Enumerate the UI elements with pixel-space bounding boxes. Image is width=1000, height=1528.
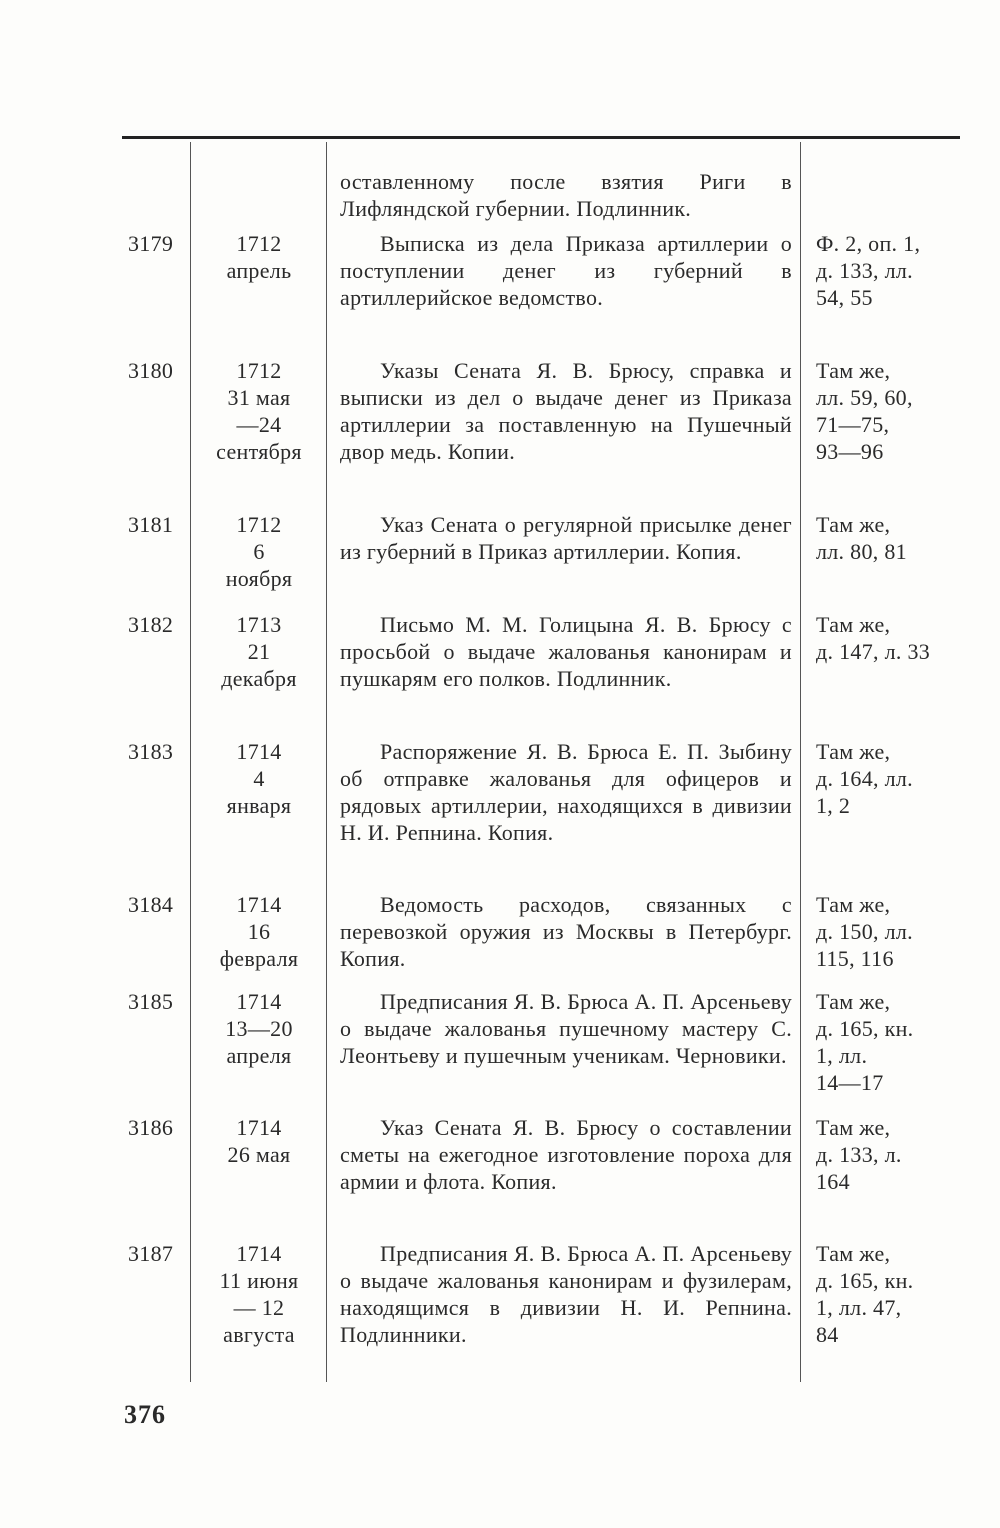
page-number: 376 <box>124 1400 166 1429</box>
entry-number: 3182 <box>128 612 174 637</box>
description-cell: Ведомость расходов, связанных с перевозкой оружия из Москвы в Петербург. Копия. <box>340 892 792 971</box>
reference-cell: Ф. 2, оп. 1, д. 133, лл. 54, 55 <box>816 231 921 310</box>
description-cell: Указ Сената о регулярной присылке денег из губерний в Приказ артиллерии. Копия. <box>340 512 792 564</box>
entry-number: 3179 <box>128 231 174 256</box>
date-cell: 1714 4 января <box>226 739 292 818</box>
entry-number: 3180 <box>128 358 174 383</box>
reference-cell: Там же, д. 164, лл. 1, 2 <box>816 739 913 818</box>
reference-cell: Там же, д. 165, кн. 1, лл. 47, 84 <box>816 1241 914 1347</box>
description-cell: Предписания Я. В. Брюса А. П. Арсеньеву о выдаче жалованья пушечному мастеру С. Леонтьеву и пушечным ученикам. Черновики. <box>340 989 792 1068</box>
entry-number: 3186 <box>128 1115 174 1140</box>
top-rule <box>122 136 960 139</box>
entry-number: 3187 <box>128 1241 174 1266</box>
date-cell: 1712 апрель <box>226 231 292 283</box>
date-cell: 1714 11 июня — 12 августа <box>219 1241 299 1347</box>
description-cell: Письмо М. М. Голицына Я. В. Брюсу с просьбой о выдаче жалованья канонирам и пушкарям его полков. Подлинник. <box>340 612 792 691</box>
column-divider <box>326 142 327 1382</box>
column-divider <box>800 142 801 1382</box>
reference-cell: Там же, д. 165, кн. 1, лл. 14—17 <box>816 989 914 1095</box>
column-divider <box>190 142 191 1382</box>
date-cell: 1714 13—20 апреля <box>225 989 293 1068</box>
description-cell: оставленному после взятия Риги в Лифляндской губернии. Подлинник. <box>340 169 792 221</box>
date-cell: 1712 31 мая —24 сентября <box>216 358 302 464</box>
description-cell: Указы Сената Я. В. Брюсу, справка и выписки из дел о выдаче денег из Приказа артиллерии за поставленную на Пушечный двор медь. Копии. <box>340 358 792 464</box>
entry-number: 3184 <box>128 892 174 917</box>
date-cell: 1714 16 февраля <box>219 892 299 971</box>
description-cell: Указ Сената Я. В. Брюсу о составлении сметы на ежегодное изготовление пороха для армии и флота. Копия. <box>340 1115 792 1194</box>
date-cell: 1714 26 мая <box>227 1115 291 1167</box>
reference-cell: Там же, д. 147, л. 33 <box>816 612 931 664</box>
reference-cell: Там же, лл. 59, 60, 71—75, 93—96 <box>816 358 913 464</box>
reference-cell: Там же, д. 133, л. 164 <box>816 1115 902 1194</box>
date-cell: 1713 21 декабря <box>221 612 297 691</box>
entry-number: 3185 <box>128 989 174 1014</box>
entry-number: 3181 <box>128 512 174 537</box>
reference-cell: Там же, лл. 80, 81 <box>816 512 907 564</box>
entry-number: 3183 <box>128 739 174 764</box>
description-cell: Предписания Я. В. Брюса А. П. Арсеньеву о выдаче жалованья канонирам и фузилерам, находящимся в дивизии Н. И. Репнина. Подлинники. <box>340 1241 792 1347</box>
description-cell: Выписка из дела Приказа артиллерии о поступлении денег из губерний в артиллерийское ведомство. <box>340 231 792 310</box>
reference-cell: Там же, д. 150, лл. 115, 116 <box>816 892 913 971</box>
date-cell: 1712 6 ноября <box>225 512 293 591</box>
description-cell: Распоряжение Я. В. Брюса Е. П. Зыбину об отправке жалованья для офицеров и рядовых артиллерии, находящихся в дивизии Н. И. Репнина. Копия. <box>340 739 792 845</box>
